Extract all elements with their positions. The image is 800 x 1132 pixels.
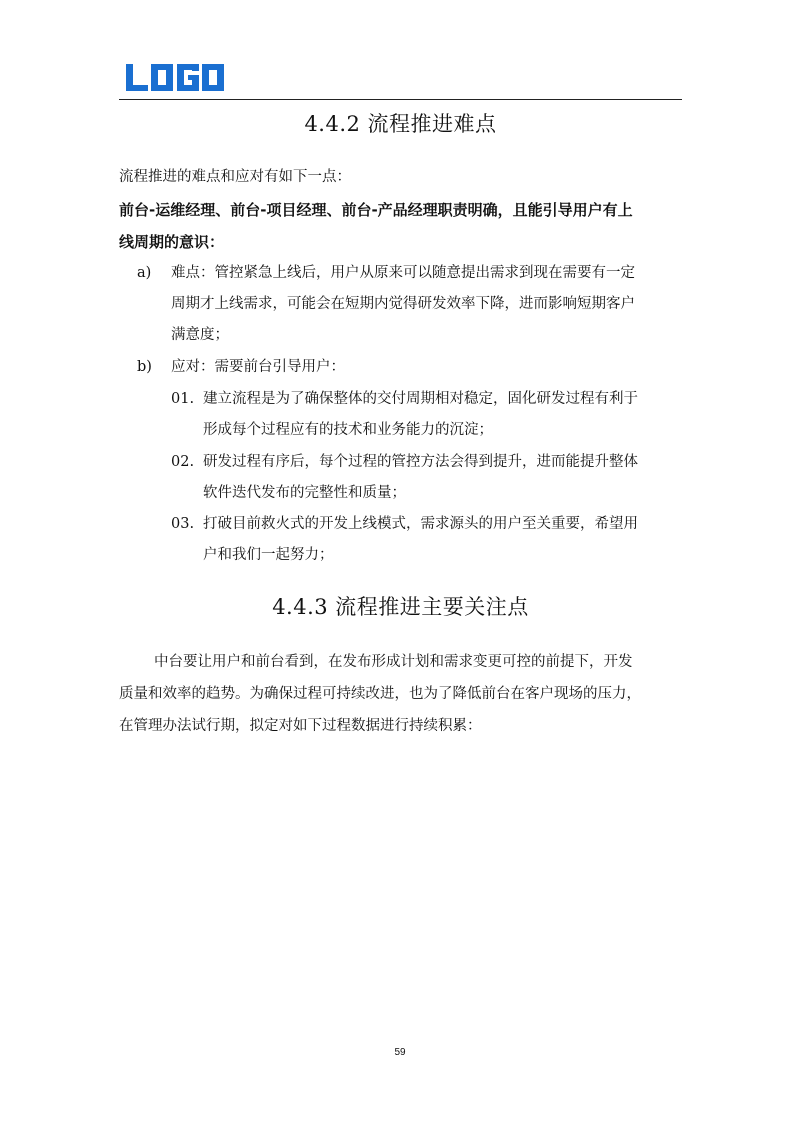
section-heading-4-4-2: 4.4.2 流程推进难点 [304,112,497,136]
paragraph-line-2: 质量和效率的趋势。为确保过程可持续改进，也为了降低前台在客户现场的压力， [119,686,641,702]
sublist-marker-01: 01. [171,391,195,407]
list-marker-a: a) [137,265,152,281]
company-logo [126,63,226,93]
subitem-03-line-2: 户和我们一起努力； [203,547,334,563]
bold-statement-line-1: 前台-运维经理、前台-项目经理、前台-产品经理职责明确，且能引导用户有上 [119,201,633,219]
section-heading-4-4-3: 4.4.3 流程推进主要关注点 [272,595,529,619]
subitem-02-line-1: 研发过程有序后，每个过程的管控方法会得到提升，进而能提升整体 [203,454,638,470]
logo-text: LOGO [126,63,130,64]
subitem-02-line-2: 软件迭代发布的完整性和质量； [203,485,406,501]
subitem-01-line-1: 建立流程是为了确保整体的交付周期相对稳定，固化研发过程有利于 [203,391,638,407]
subitem-01-line-2: 形成每个过程应有的技术和业务能力的沉淀； [203,422,493,438]
bold-statement-line-2: 线周期的意识： [119,233,225,251]
header-rule [119,99,682,100]
page-number: 59 [394,1047,406,1058]
list-marker-b: b) [137,359,152,375]
item-a-line-1: 难点：管控紧急上线后，用户从原来可以随意提出需求到现在需要有一定 [171,265,635,281]
sublist-marker-02: 02. [171,454,195,470]
subitem-03-line-1: 打破目前救火式的开发上线模式，需求源头的用户至关重要，希望用 [203,516,638,532]
item-b-line-1: 应对：需要前台引导用户： [171,359,345,375]
sublist-marker-03: 03. [171,516,195,532]
paragraph-line-1: 中台要让用户和前台看到，在发布形成计划和需求变更可控的前提下，开发 [154,654,633,670]
intro-text: 流程推进的难点和应对有如下一点： [119,169,351,185]
item-a-line-3: 满意度； [171,327,229,343]
item-a-line-2: 周期才上线需求，可能会在短期内觉得研发效率下降，进而影响短期客户 [171,296,635,312]
paragraph-line-3: 在管理办法试行期，拟定对如下过程数据进行持续积累： [119,718,482,734]
